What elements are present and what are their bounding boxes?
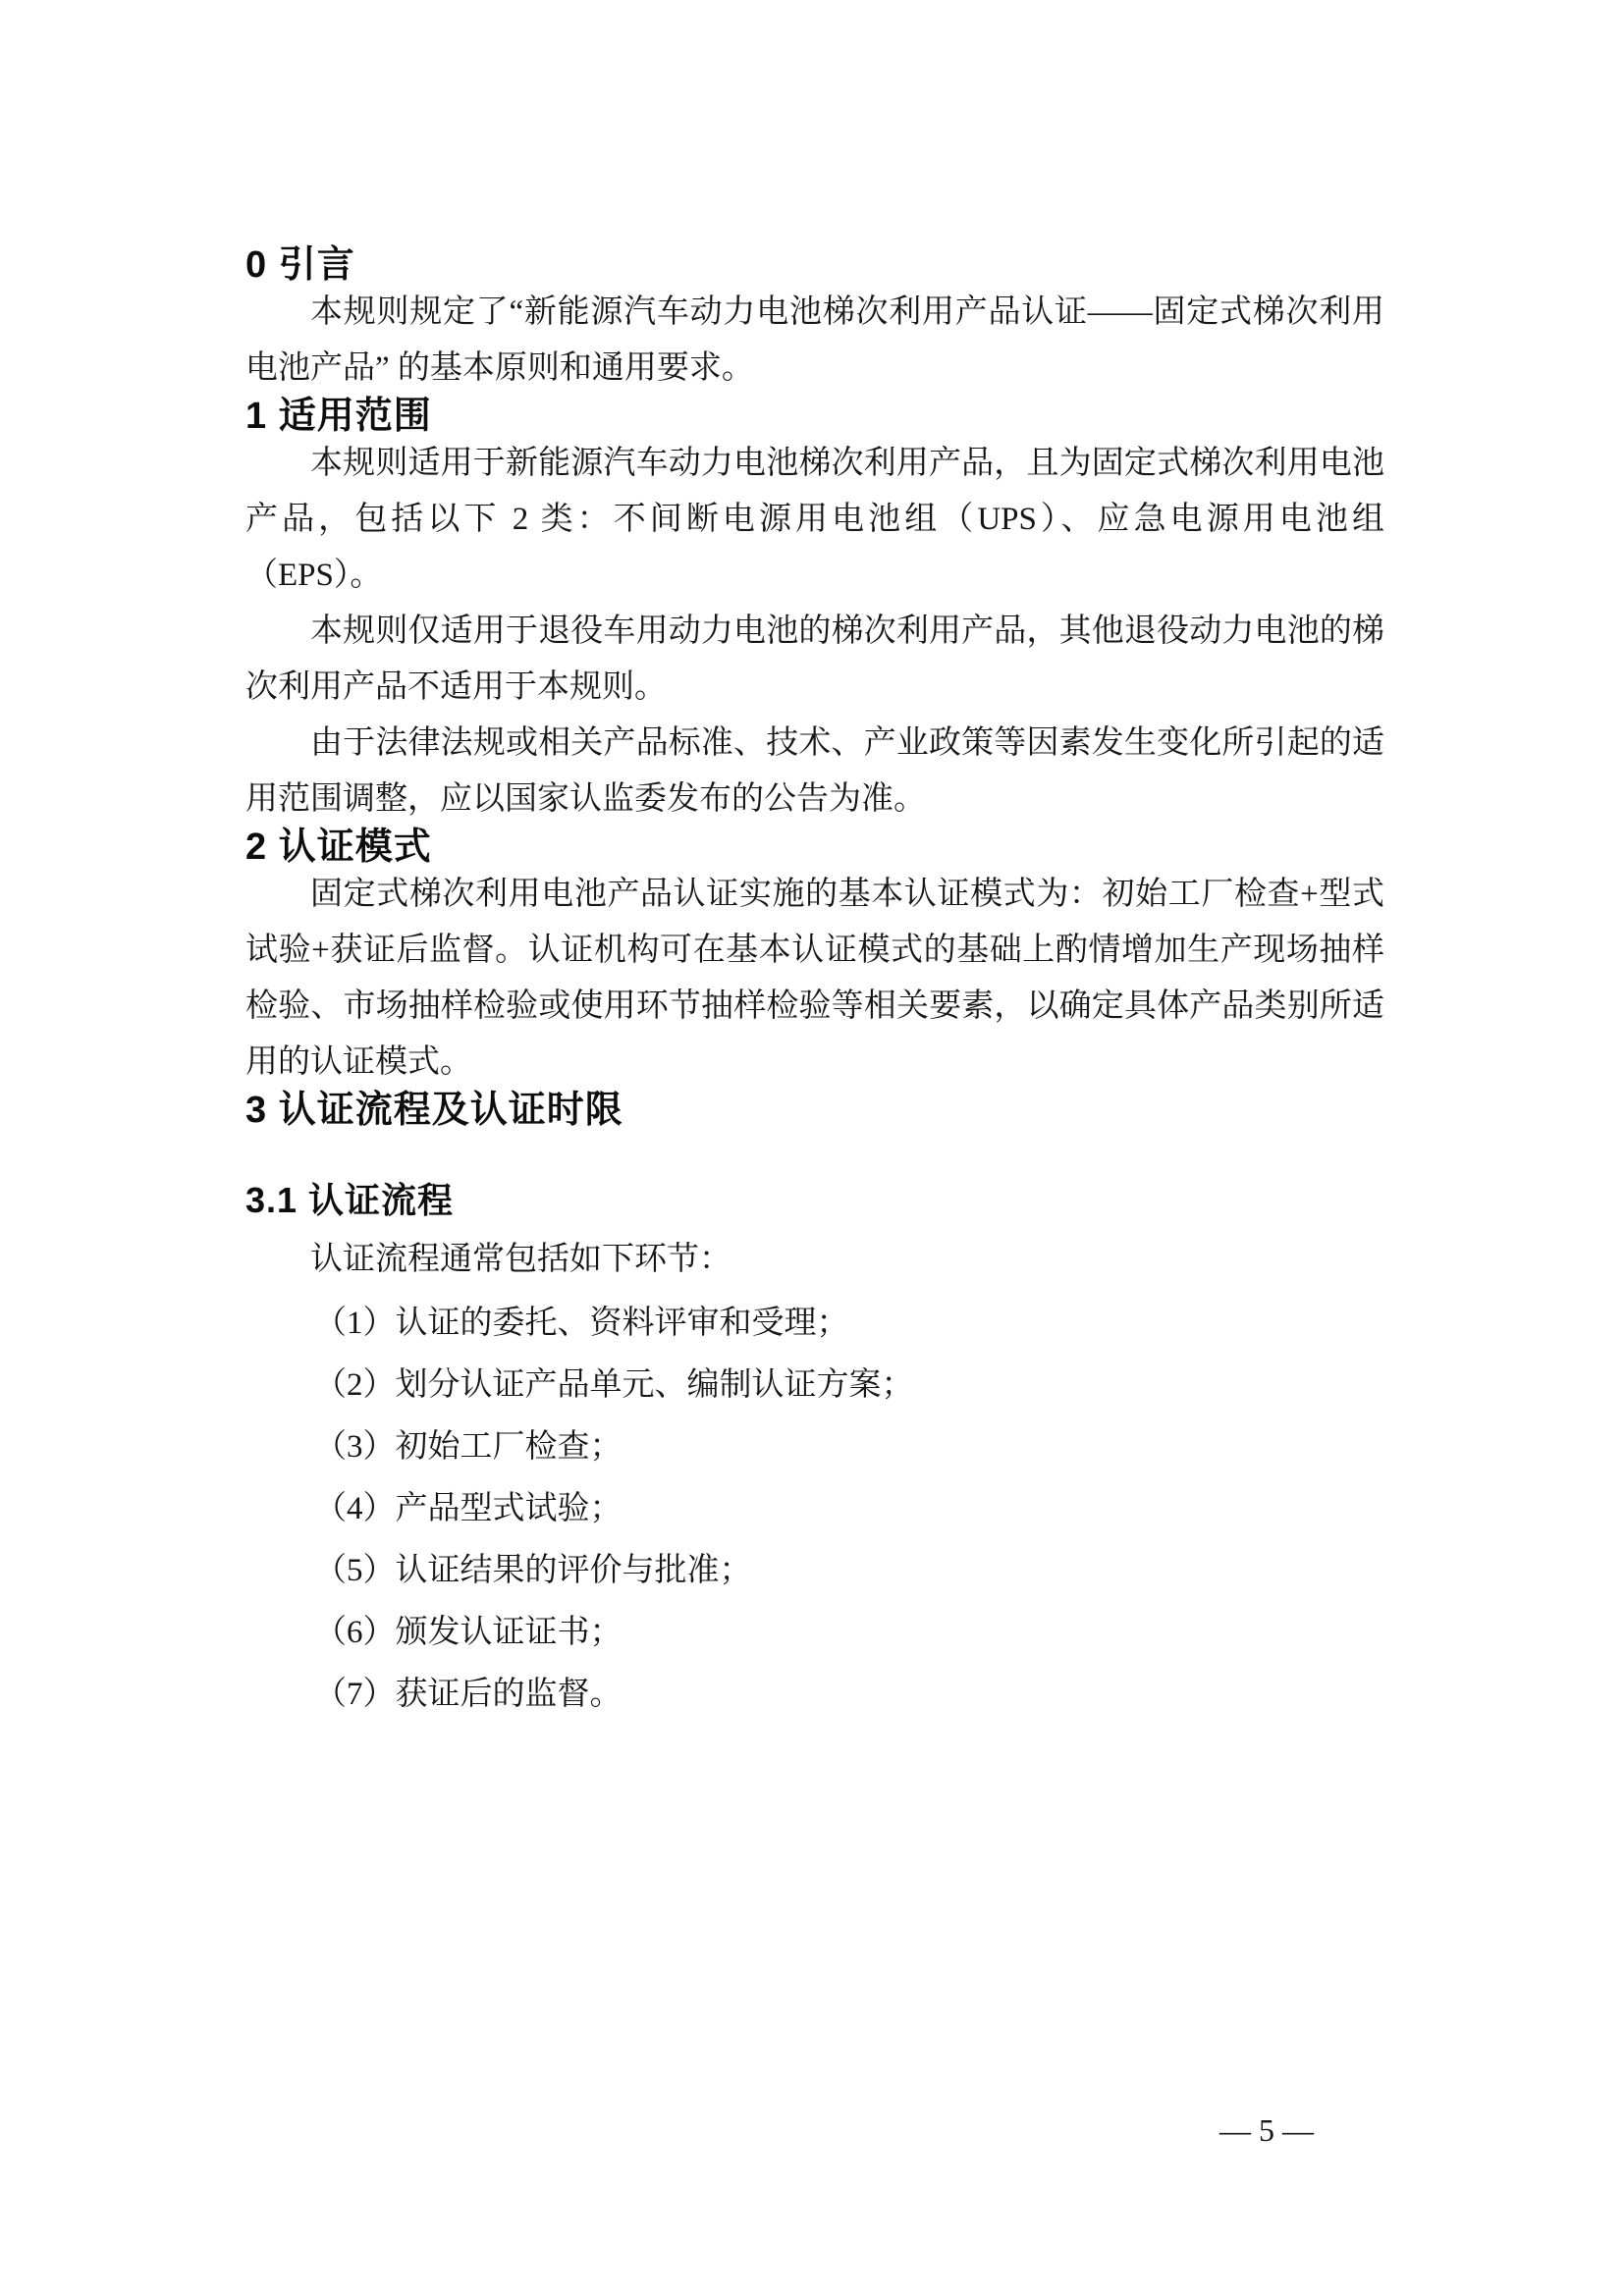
- heading-certification-mode: 2 认证模式: [245, 827, 432, 868]
- certification-flow-list: [245, 1293, 1384, 1726]
- heading-scope: 1 适用范围: [245, 396, 432, 437]
- heading-introduction: 0 引言: [245, 244, 355, 286]
- paragraph-introduction: 本规则规定了“新能源汽车动力电池梯次利用产品认证——固定式梯次利用电池产品” 的基本原则和通用要求。: [245, 294, 1384, 386]
- paragraph-certification-mode: 固定式梯次利用电池产品认证实施的基本认证模式为：初始工厂检查+型式试验+获证后监督。认证机构可在基本认证模式的基础上酌情增加生产现场抽样检验、市场抽样检验或使用环节抽样检验等相关要素，以确定具体产品类别所适用的认证模式。: [245, 877, 1384, 1080]
- heading-certification-process: 3 认证流程及认证时限: [245, 1090, 623, 1131]
- paragraph-scope-1: 本规则适用于新能源汽车动力电池梯次利用产品，且为固定式梯次利用电池产品，包括以下 2 类：不间断电源用电池组（UPS）、应急电源用电池组（EPS）。: [245, 446, 1384, 593]
- subheading-certification-flow: 3.1 认证流程: [245, 1180, 455, 1220]
- list-item-7: （7）获证后的监督。: [314, 1677, 623, 1712]
- list-item-5: （5）认证结果的评价与批准；: [314, 1553, 752, 1588]
- paragraph-scope-3: 由于法律法规或相关产品标准、技术、产业政策等因素发生变化所引起的适用范围调整，应以国家认监委发布的公告为准。: [245, 725, 1384, 817]
- list-item-1: （1）认证的委托、资料评审和受理；: [314, 1306, 849, 1341]
- page-number: — 5 —: [1219, 2112, 1314, 2148]
- list-item-6: （6）颁发认证证书；: [314, 1615, 623, 1650]
- list-item-4: （4）产品型式试验；: [314, 1491, 623, 1526]
- list-item-3: （3）初始工厂检查；: [314, 1429, 623, 1465]
- paragraph-flow-intro: 认证流程通常包括如下环节：: [310, 1242, 731, 1277]
- list-item-2: （2）划分认证产品单元、编制认证方案；: [314, 1367, 914, 1403]
- paragraph-scope-2: 本规则仅适用于退役车用动力电池的梯次利用产品，其他退役动力电池的梯次利用产品不适用于本规则。: [245, 614, 1384, 705]
- page-content: [245, 0, 1384, 1726]
